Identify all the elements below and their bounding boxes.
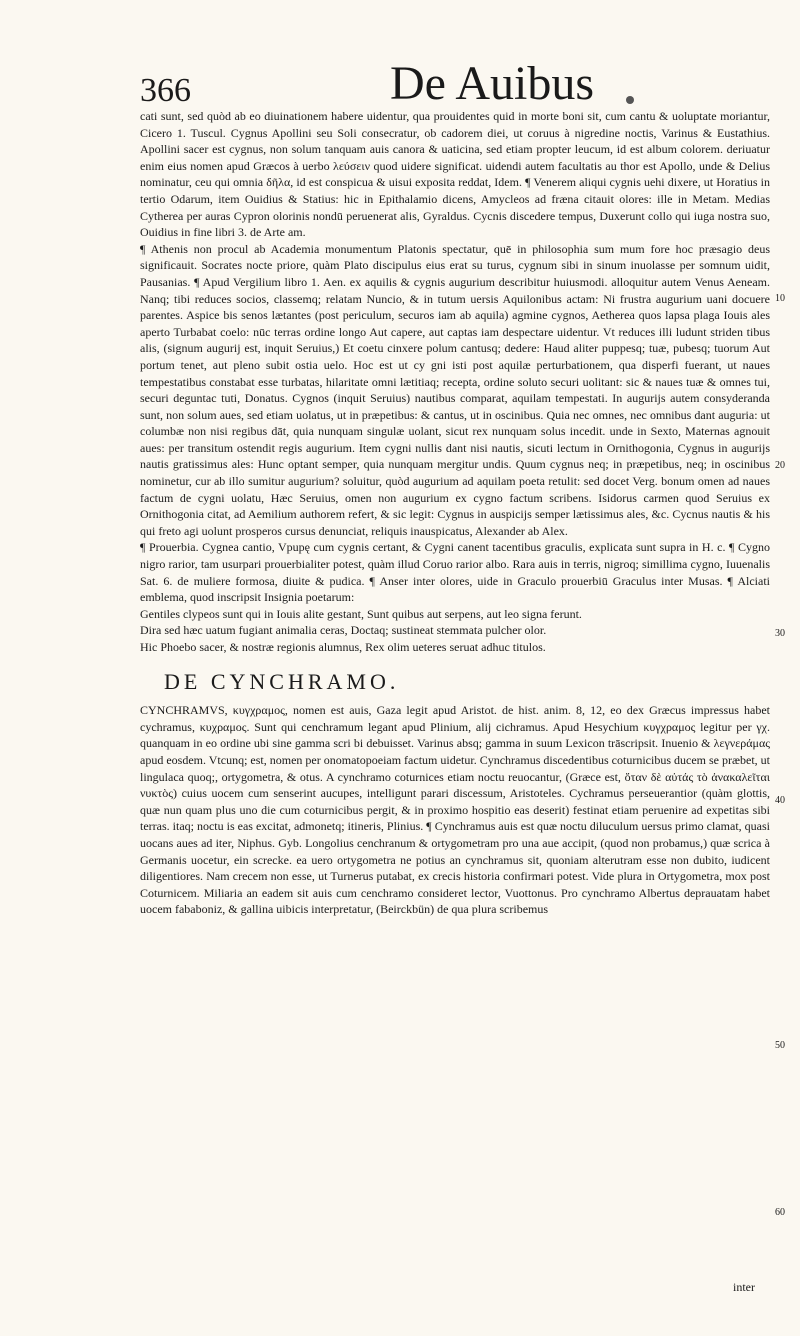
verse-line: Gentiles clypeos sunt qui in Iouis alite gestant, Sunt quibus aut serpens, aut leo signa ferunt.: [140, 606, 582, 621]
margin-number: 30: [775, 628, 785, 639]
margin-number: 50: [775, 1040, 785, 1051]
catchword: inter: [733, 1280, 755, 1294]
paragraph: CYNCHRAMVS, κυγχραμος, nomen est auis, Gaza legit apud Aristot. de hist. anim. 8, 12, eo dex Græcus impressus habet cychramus, κυχραμος. Sunt qui cenchramum legant apud Plinium, alij cichramus. Apud Hesychium κυγχραμος legitur per γχ. quanquam in eo ordine ubi sine gamma scri bi debuisset. Varinus absq; gamma in suum Lexicon trāscripsit. Inuenio & λεγνεράμας apud eosdem. Vtcunq; est, nomen per onomatopoeiam factum uidetur. Cynchramus discedentibus coturnicibus ducem se præbet, ut lingulaca quoq;, ortygometra, & otus. A cynchramo coturnices etiam noctu reuocantur, (Græce est, ὅταν δὲ αὐτάς τὸ ἀνακαλεῖται νυκτὸς) cuius uocem cum senserint aucupes, intelligunt parari discessum, Aristoteles. Cychramus perseuerantior (quàm glottis, quæ nun quam plus uno die cum coturnicibus pergit, & in proximo hospitio eas deserit) festinat etiam peruenire ad expetitas sibi terras. itaq; noctu is eas excitat, admonetq; itineris, Plinius. ¶ Cynchramus auis est quæ noctu diluculum uersus primo clamat, quasi uocans aues ad iter, Niphus. Gyb. Longolius cenchranum & ortygometram pro una aue accipit, (quod non probamus,) quæ scrica à Germanis uocetur, ein screcke. ea uero ortygometra ne potius an cynchramus sit, quoniam alterutram esse non dubito, iudicent diligentiores. Nam crecem non esse, ut Turnerus putabat, ex crecis historia confirmari potest. Vide plura in Ortygometra, mox post Coturnicem. Miliaria an eadem sit auis cum cenchramo consideret lector, Vuottonus. Pro cynchramo Albertus deprauatam habet uocem fababoniz, & gallina uibicis interpretatur, (Beirckbün) de qua plura scribemus: [140, 703, 770, 917]
paragraph: cati sunt, sed quòd ab eo diuinationem habere uidentur, qua prouidentes quid in morte boni sit, cum cantu & uoluptate moriantur, Cicero 1. Tuscul. Cygnus Apollini seu Soli consecratur, ob cadorem diei, ut coruus à nigredine noctis, Varinus & Eustathius. Apollini sacer est cygnus, non solum tanquam auis canora & uaticina, sed etiam propter leucum, id est album colorem. deriuatur enim eius nomen apud Græcos à uerbo λεύσειν quod uidere significat. uidendi autem facultatis au thor est Apollo, unde & Delius nominatur, ceu qui omnia δῆλα, id est conspicua & uisui exposita reddat, Idem. ¶ Venerem aliqui cygnis uehi dixere, ut Horatius in tertio Odarum, item Ouidius & Statius: hic in Epithalamio dicens, Amycleos ad fræna citauit olores: ille in Metam. Medias Cytherea per auras Cypron olorinis nondū peruenerat alis, Gyraldus. Cycnis discedere tempus, Duxerunt collo qui iuga nostra suo, Ouidius in fine libri 3. de Arte am.: [140, 109, 770, 240]
verse-line: Dira sed hæc uatum fugiant animalia ceras, Doctaq; sustineat stemmata pulcher olor.: [140, 623, 547, 638]
running-head: De Auibus: [390, 57, 594, 110]
paragraph: ¶ Prouerbia. Cygnea cantio, Vpupę cum cygnis certant, & Cygni canent tacentibus graculis, explicata sunt supra in H. c. ¶ Cygno nigro rarior, tam usurpari prouerbialiter potest, quàm illud Coruo rarior albo. Rara auis in terris, nigroq; simillima cygno, Iuuenalis Sat. 6. de muliere formosa, diuite & pudica. ¶ Anser inter olores, uide in Graculo prouerbiū Graculus inter Musas. ¶ Alciati emblema, quod inscripsit Insignia poetarum:: [140, 540, 770, 605]
page-header: [140, 52, 680, 112]
main-text: [140, 108, 770, 918]
section-heading: DE CYNCHRAMO.: [164, 668, 400, 694]
verse-line: Hic Phoebo sacer, & nostræ regionis alumnus, Rex olim ueteres seruat adhuc titulos.: [140, 640, 546, 654]
margin-number: 60: [775, 1207, 785, 1218]
margin-number: 20: [775, 460, 785, 471]
margin-number: 40: [775, 795, 785, 806]
margin-number: 10: [775, 293, 785, 304]
page-number: 366: [140, 72, 191, 109]
paragraph: ¶ Athenis non procul ab Academia monumentum Platonis spectatur, quē in philosophia sum mum fore hoc præsagio deus significauit. Socrates nocte priore, quàm Plato discipulus eius erat su turus, cygnum sibi in sinum inuolasse per somnum uidit, Pausanias. ¶ Apud Vergilium libro 1. Aen. ex aquilis & cygnis augurium describitur huiusmodi. alloquitur autem Venus Aeneam. Nanq; tibi reduces socios, classemq; relatam Nuncio, & in tutum uersis Aquilonibus actam: Ni frustra augurium uani docuere parentes. Aspice bis senos lætantes (post periculum, securos iam ab aquila) agmine cygnos, Aetherea quos lapsa plaga Iouis ales aperto Turbabat coelo: nūc terras ordine longo Aut capere, aut captas iam despectare uidentur. Vt reduces illi ludunt striden tibus alis, (signum augurij est, inquit Seruius,) Et coetu cinxere polum cantusq; dedere: Haud aliter puppesq; tuæ, pubesq; tuorum Aut portum tenet, aut pleno subit ostia uelo. Hoc est ut cy gni isti post aquilæ perturbationem, qua disperfi fuerant, ut naues tempestatibus constabat esse turbatas, hilaritate omni lætitiaq; recepta, ordine soluto securi uolitant: sic & naues tuæ & omnes tui, securi deguntac tuti, Donatus. Cygnos (inquit Seruius) nautibus comparat, aquilam tempestati. In augurijs autem consyderanda sunt, non solum aues, sed etiam uolatus, ut in præpetibus: & cantus, ut in oscinibus. Quia nec omnes, nec omnibus dant auguria: ut columbæ non nisi regibus dāt, quia nunquam singulæ uolant, sicut rex nunquam solus incedit. unde in Sexto, Maternas agnouit aues: per transitum ostendit regis augurium. Item cygni nullis dant nisi nautis, sicuti lectum in Ornithogonia, Cygnus in augurijs nautis gratissimus ales: Hunc optant semper, quia nunquam mergitur undis. Quum cygnus neq; in præpetibus, neq; in oscinibus nominetur, cur ab illo sumitur augurium? soluitur, quòd augurium ad aquilam poeta retulit: sed docet Verg. bonum omen ad naues factum de cygni uolatu, Hæc Seruius, omen non augurium ex cygno factum scribens. Isidorus carmen quod Seruius ex Ornithogonia citat, ad Aemilium authorem refert, & sic legit: Cygnus in auspicijs semper lætissimus ales, &c. Cycnus nautis & his qui freto agi uolunt prosperos cursus denunciat, reliquis inauspicatus, Alexander ab Alex.: [140, 241, 770, 538]
ink-blot: [626, 96, 634, 104]
